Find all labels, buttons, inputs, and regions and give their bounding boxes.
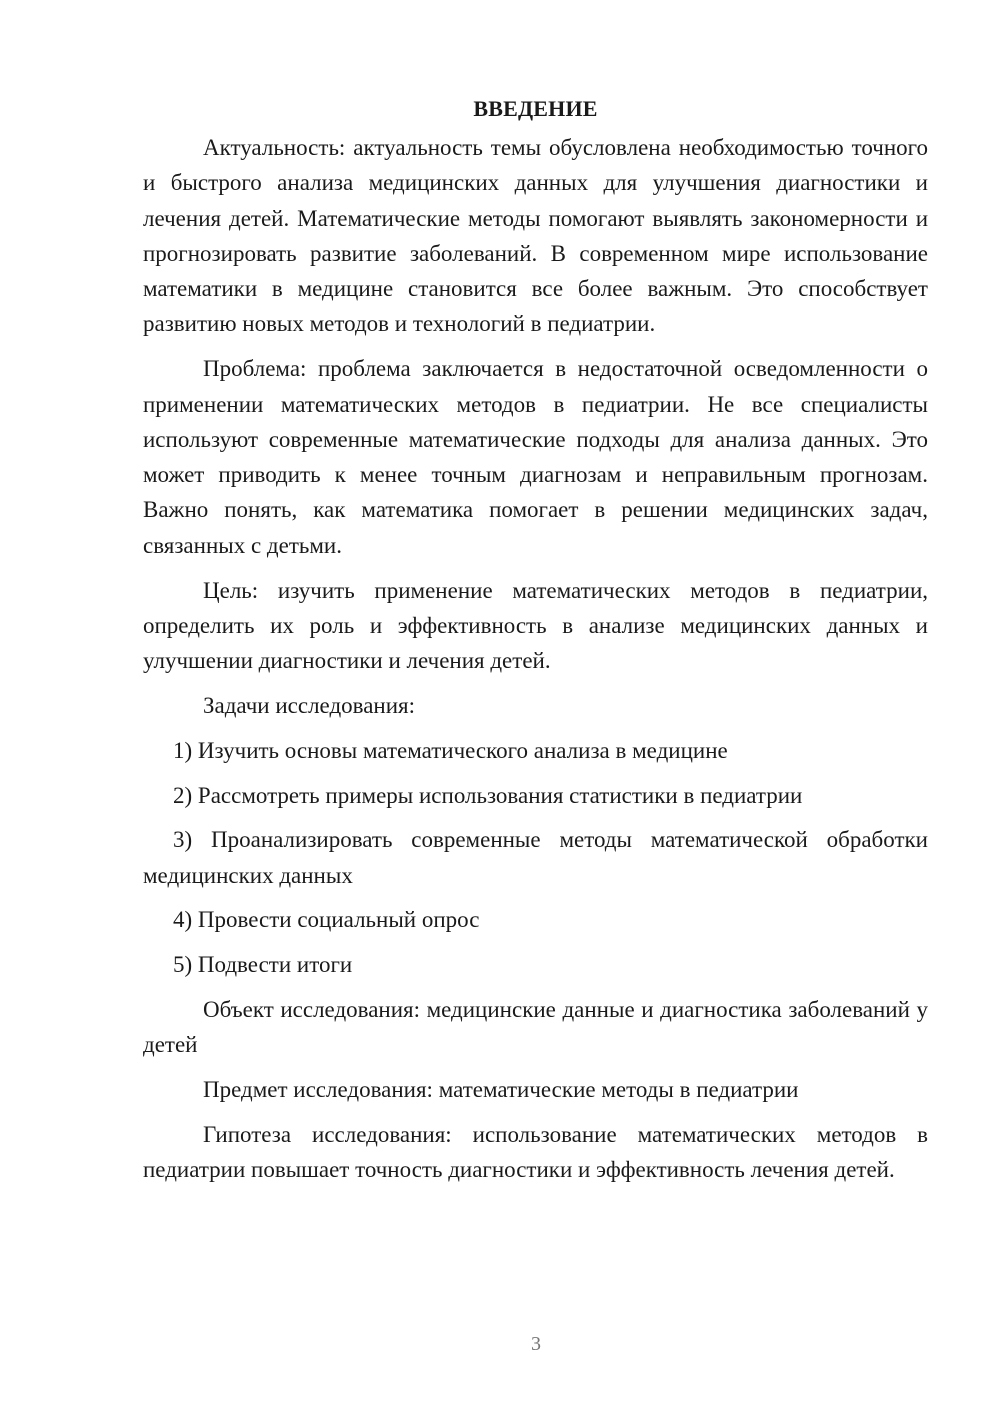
page-content [143, 92, 928, 1197]
hypothesis-paragraph: Гипотеза исследования: использование математических методов в педиатрии повышает точность диагностики и эффективность лечения детей. [143, 1121, 928, 1183]
subject-paragraph: Предмет исследования: математические методы в педиатрии [203, 1077, 799, 1103]
tasks-heading: Задачи исследования: [203, 692, 416, 718]
task-item-1: 1) Изучить основы математического анализа в медицине [173, 737, 728, 763]
object-paragraph: Объект исследования: медицинские данные и диагностика заболеваний у детей [143, 997, 928, 1058]
goal-paragraph: Цель: изучить применение математических методов в педиатрии, определить их роль и эффективность в анализе медицинских данных и улучшении диагностики и лечения детей. [143, 577, 928, 674]
page-number: 3 [531, 1333, 541, 1355]
problem-paragraph: Проблема: проблема заключается в недостаточной осведомленности о применении математических методов в педиатрии. Не все специалисты используют современные математические подходы для анализа данных. Это может приводить к менее точным диагнозам и неправильным прогнозам. Важно понять, как математика помогает в решении медицинских задач, связанных с детьми. [143, 356, 928, 558]
task-item-3: 3) Проанализировать современные методы математической обработки медицинских данных [143, 827, 928, 888]
task-item-2: 2) Рассмотреть примеры использования статистики в педиатрии [173, 782, 803, 808]
relevance-paragraph: Актуальность: актуальность темы обусловлена необходимостью точного и быстрого анализа медицинских данных для улучшения диагностики и лечения детей. Математические методы помогают выявлять закономерности и прогнозировать развитие заболеваний. В современном мире использование математики в медицине становится все более важным. Это способствует развитию новых методов и технологий в педиатрии. [143, 135, 928, 337]
task-item-5: 5) Подвести итоги [173, 952, 353, 978]
page-title: ВВЕДЕНИЕ [473, 96, 598, 121]
task-item-4: 4) Провести социальный опрос [173, 907, 480, 933]
